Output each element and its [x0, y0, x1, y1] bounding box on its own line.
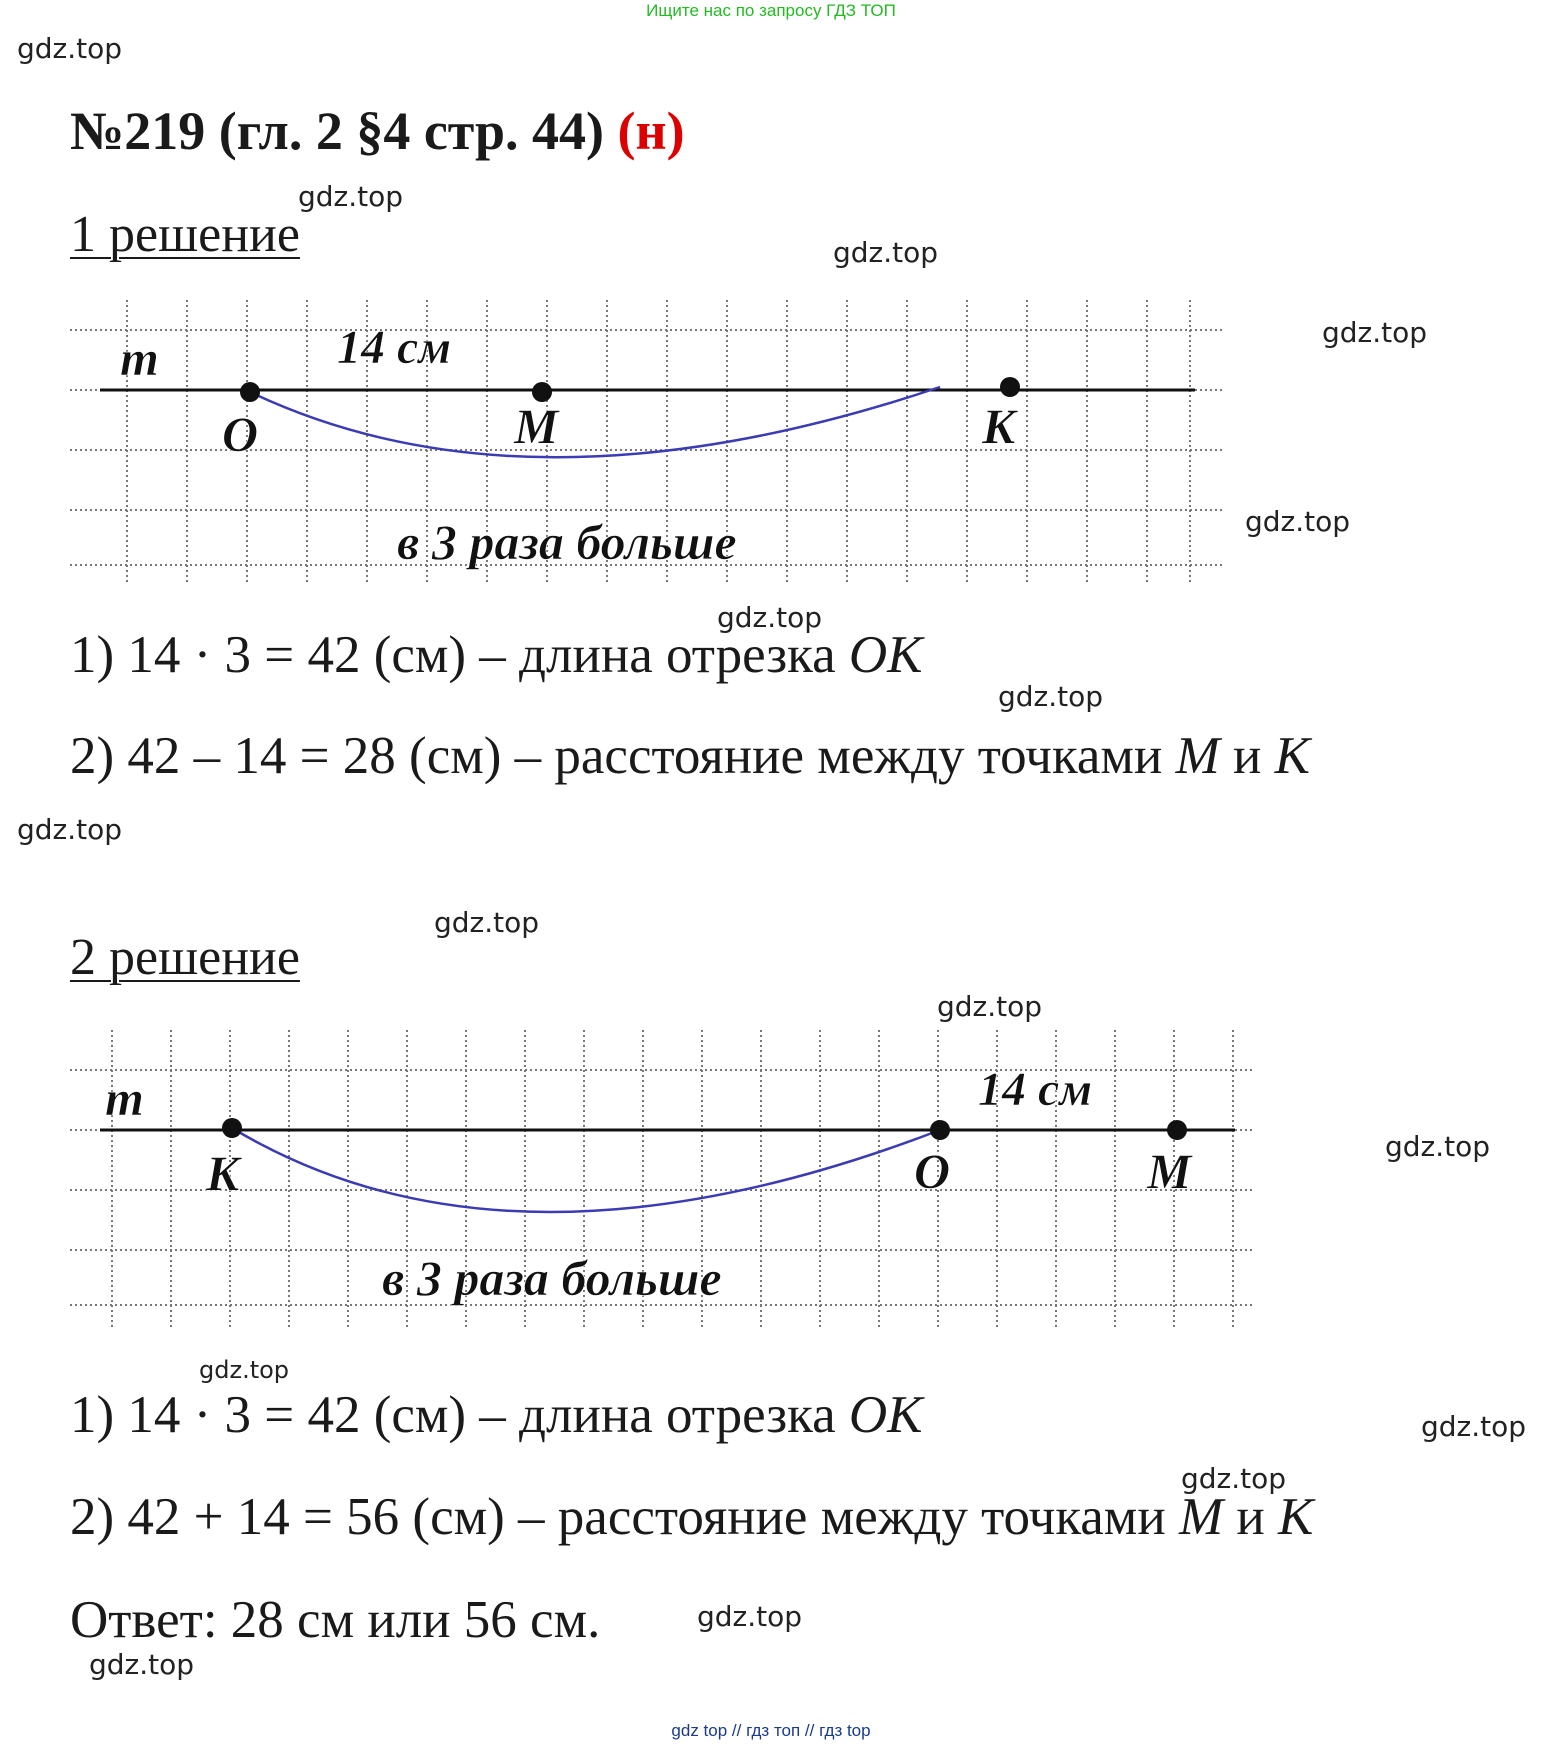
answer: Ответ: 28 см или 56 см. — [70, 1591, 601, 1649]
watermark: gdz.top — [89, 1648, 195, 1681]
top-search-hint-link[interactable]: Ищите нас по запросу ГДЗ ТОП — [646, 1, 896, 20]
watermark: gdz.top — [298, 180, 404, 213]
solution-1-heading: 1 решение — [70, 206, 300, 263]
segment-name: OK — [848, 1386, 923, 1444]
point-label-o: O — [914, 1143, 951, 1199]
step-text: 2) 42 – 14 = 28 (см) – расстояние между точками — [70, 727, 1176, 785]
new-mark: (н) — [617, 101, 685, 161]
point-k — [222, 1118, 242, 1138]
point-m — [1167, 1120, 1187, 1140]
watermark: gdz.top — [1421, 1410, 1527, 1443]
watermark: gdz.top — [1322, 316, 1428, 349]
conjunction: и — [1219, 727, 1275, 785]
arc-label: в 3 раза больше — [397, 514, 737, 570]
watermark: gdz.top — [1181, 1462, 1287, 1495]
watermark: gdz.top — [17, 813, 123, 846]
problem-title — [70, 100, 685, 162]
problem-number: №219 (гл. 2 §4 стр. 44) — [70, 101, 604, 161]
line-label: m — [105, 1070, 144, 1126]
solution-2-step-2 — [70, 1487, 1313, 1547]
line-label: m — [120, 330, 159, 386]
point-label-k: K — [982, 398, 1016, 454]
point-name: K — [1278, 1488, 1314, 1546]
point-k — [1000, 377, 1020, 397]
step-text: 1) 14 · 3 = 42 (см) – длина отрезка — [70, 626, 849, 684]
point-label-m: M — [514, 398, 559, 454]
segment-label: 14 см — [978, 1063, 1093, 1116]
point-name: M — [1178, 1488, 1224, 1546]
solution-2-heading: 2 решение — [70, 929, 300, 986]
watermark: gdz.top — [1245, 505, 1351, 538]
segment-label: 14 см — [337, 321, 452, 374]
watermark: gdz.top — [1385, 1130, 1491, 1163]
watermark: gdz.top — [199, 1356, 290, 1384]
point-o — [930, 1120, 950, 1140]
point-label-k: K — [206, 1145, 240, 1201]
footer-links[interactable]: gdz top // гдз топ // гдз top — [671, 1721, 871, 1740]
watermark: gdz.top — [697, 1600, 803, 1633]
solution-1-step-1 — [70, 625, 923, 685]
arc-ko — [232, 1128, 940, 1212]
watermark: gdz.top — [434, 906, 540, 939]
watermark: gdz.top — [937, 990, 1043, 1023]
watermark: gdz.top — [833, 236, 939, 269]
watermark: gdz.top — [717, 601, 823, 634]
step-text: 1) 14 · 3 = 42 (см) – длина отрезка — [70, 1386, 849, 1444]
arc-label: в 3 раза больше — [382, 1250, 722, 1306]
conjunction: и — [1223, 1488, 1278, 1546]
solution-1-figure — [60, 295, 1240, 595]
solution-2-figure — [60, 1025, 1260, 1345]
watermark: gdz.top — [17, 32, 123, 65]
solution-2-step-1 — [70, 1385, 923, 1445]
solution-1-step-2 — [70, 726, 1310, 786]
point-label-o: O — [222, 406, 259, 462]
point-name: M — [1175, 727, 1220, 785]
arc-ok — [250, 387, 940, 457]
step-text: 2) 42 + 14 = 56 (см) – расстояние между точками — [70, 1488, 1179, 1546]
segment-name: OK — [848, 626, 923, 684]
point-label-m: M — [1147, 1143, 1192, 1199]
watermark: gdz.top — [998, 680, 1104, 713]
point-name: K — [1274, 727, 1310, 785]
point-o — [240, 382, 260, 402]
